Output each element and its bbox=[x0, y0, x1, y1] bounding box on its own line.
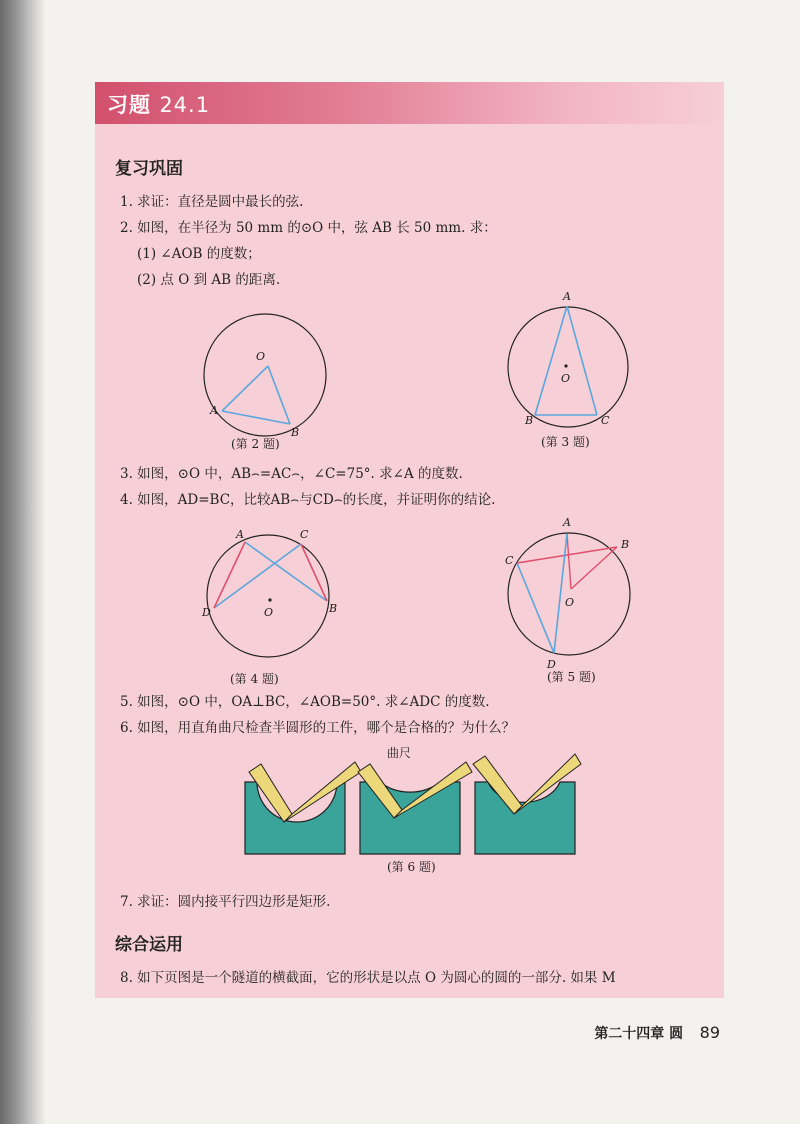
exercise-header-band bbox=[95, 82, 724, 124]
figure-2-radius-ob bbox=[268, 366, 290, 424]
figure-5-label-o: O bbox=[565, 596, 575, 609]
figure-4-label-a: A bbox=[236, 528, 244, 541]
question-4: 4. 如图，AD=BC，比较AB⌢与CD⌢的长度，并证明你的结论. bbox=[120, 492, 496, 508]
figure-2-caption: (第 2 题) bbox=[231, 437, 280, 451]
figure-3-caption: (第 3 题) bbox=[541, 435, 590, 449]
section-heading-application: 综合运用 bbox=[115, 935, 183, 955]
figure-5-caption: (第 5 题) bbox=[547, 670, 596, 684]
figure-5-chord-ad bbox=[554, 534, 567, 653]
footer-chapter: 第二十四章 圆 bbox=[594, 1026, 684, 1042]
figure-5-label-b: B bbox=[621, 538, 630, 551]
figure-5-label-c: C bbox=[505, 554, 514, 567]
figure-4-segment-ab bbox=[245, 542, 327, 601]
figure-6-workpiece-3 bbox=[473, 754, 581, 854]
figure-2-diagram bbox=[200, 310, 340, 450]
question-7: 7. 求证：圆内接平行四边形是矩形. bbox=[120, 894, 331, 910]
figure-2-radius-oa bbox=[222, 366, 268, 411]
figure-4-label-c: C bbox=[300, 528, 309, 541]
figure-3-label-o: O bbox=[561, 372, 571, 385]
figure-2-label-o: O bbox=[256, 350, 266, 363]
figure-6-workpiece-2 bbox=[358, 762, 472, 854]
figure-6-workpiece-1 bbox=[245, 762, 361, 854]
figure-5-diagram bbox=[505, 514, 645, 671]
figure-3-chord-ac bbox=[567, 306, 597, 415]
figure-4-caption: (第 4 题) bbox=[230, 672, 279, 686]
question-1: 1. 求证：直径是圆中最长的弦. bbox=[120, 194, 304, 210]
exercise-panel bbox=[95, 82, 724, 998]
question-3: 3. 如图，⊙O 中，AB⌢=AC⌢，∠C=75°. 求∠A 的度数. bbox=[120, 466, 463, 482]
figure-3-chord-ab bbox=[535, 306, 567, 415]
figure-5-radius-oa bbox=[567, 534, 571, 589]
figure-2-label-a: A bbox=[210, 404, 218, 417]
figure-4-center-dot bbox=[268, 598, 271, 601]
question-2-part-1: (1) ∠AOB 的度数； bbox=[137, 246, 261, 262]
figure-3-label-c: C bbox=[601, 414, 610, 427]
figure-3-circle bbox=[508, 307, 628, 427]
figure-3-center-dot bbox=[564, 364, 567, 367]
exercise-title-prefix: 习题 bbox=[107, 93, 151, 117]
figure-6-caption: (第 6 题) bbox=[387, 860, 436, 874]
question-2: 2. 如图，在半径为 50 mm 的⊙O 中，弦 AB 长 50 mm. 求： bbox=[120, 220, 497, 236]
exercise-title-number: 24.1 bbox=[159, 93, 211, 117]
figure-4-label-b: B bbox=[329, 602, 338, 615]
figure-4-segment-cd bbox=[214, 544, 301, 608]
figure-6-ruler-label: 曲尺 bbox=[387, 746, 412, 760]
figure-3-label-b: B bbox=[525, 414, 534, 427]
figure-2-label-b: B bbox=[291, 426, 300, 439]
figure-5-label-d: D bbox=[547, 658, 556, 671]
page-binding-shadow bbox=[0, 0, 46, 1124]
figure-6-diagram bbox=[240, 744, 590, 864]
footer-page-number: 89 bbox=[699, 1023, 720, 1042]
question-8: 8. 如下页图是一个隧道的横截面，它的形状是以点 O 为圆心的圆的一部分. 如果 M bbox=[120, 970, 616, 986]
figure-6-block-1 bbox=[245, 782, 345, 854]
figure-6-block-3 bbox=[475, 782, 575, 854]
figure-4-label-d: D bbox=[202, 606, 211, 619]
exercise-title bbox=[107, 89, 210, 119]
figure-4-label-o: O bbox=[264, 606, 274, 619]
figure-3-diagram bbox=[505, 290, 645, 434]
question-6: 6. 如图，用直角曲尺检查半圆形的工件，哪个是合格的？为什么？ bbox=[120, 720, 516, 736]
figure-5-label-a: A bbox=[563, 516, 571, 529]
question-5: 5. 如图，⊙O 中，OA⊥BC，∠AOB=50°. 求∠ADC 的度数. bbox=[120, 694, 490, 710]
figure-4-diagram bbox=[200, 528, 350, 668]
figure-2-chord-ab bbox=[222, 411, 290, 424]
figure-4-circle bbox=[207, 535, 329, 657]
figure-4-segment-ad bbox=[214, 542, 245, 608]
figure-3-label-a: A bbox=[563, 290, 571, 303]
figure-5-chord-cd bbox=[517, 563, 554, 653]
section-heading-review: 复习巩固 bbox=[115, 159, 183, 179]
figure-2-circle bbox=[204, 314, 326, 436]
question-2-part-2: (2) 点 O 到 AB 的距离. bbox=[137, 272, 281, 288]
page-footer bbox=[594, 1023, 720, 1043]
